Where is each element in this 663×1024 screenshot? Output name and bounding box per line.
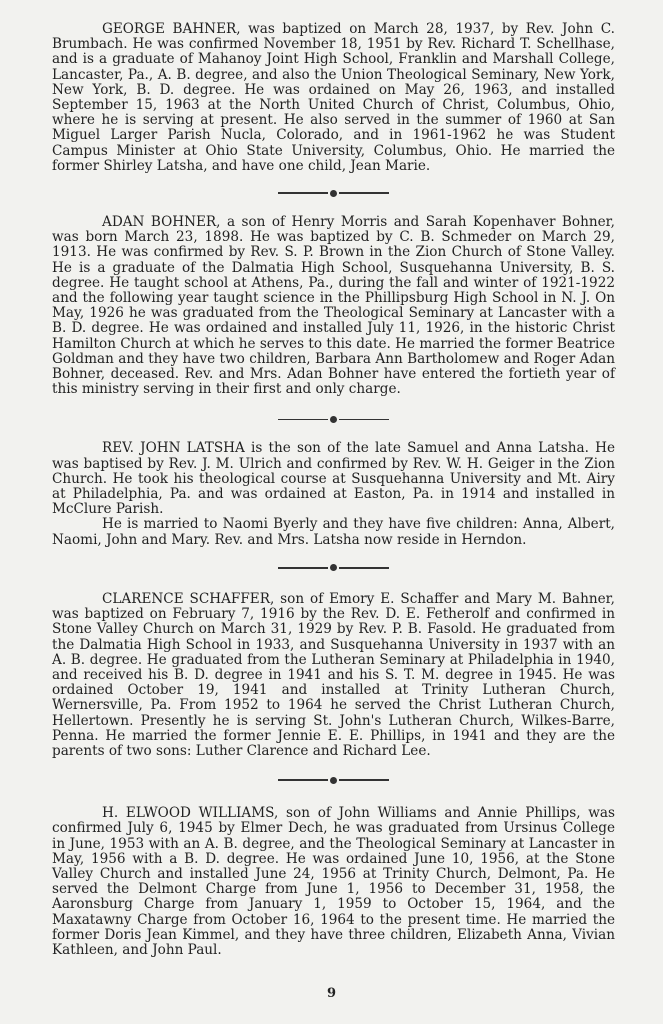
biography-h-elwood-williams <box>52 806 615 958</box>
section-divider <box>52 414 615 424</box>
paragraph: H. ELWOOD WILLIAMS, son of John Williams and Annie Phillips, was confirmed July 6, 1945 by Elmer Dech, he was graduated from Ursinus College in June, 1953 with an A. B. degree, and the Theological Seminary at Lancaster in May, 1956 with a B. D. degree. He was ordained June 10, 1956, at the Stone Valley Church and installed June 24, 1956 at Trinity Church, Delmont, Pa. He served the Delmont Charge from June 1, 1956 to December 31, 1958, the Aaronsburg Charge from January 1, 1959 to October 15, 1964, and the Maxatawny Charge from October 16, 1964 to the present time. He married the former Doris Jean Kimmel, and they have three children, Elizabeth Anna, Vivian Kathleen, and John Paul. <box>52 805 615 958</box>
biography-clarence-schaffer <box>52 592 615 759</box>
paragraph: REV. JOHN LATSHA is the son of the late Samuel and Anna Latsha. He was baptised by Rev. J. M. Ulrich and confirmed by Rev. W. H. Geiger in the Zion Church. He took his theological course at Susquehanna University and Mt. Airy at Philadelphia, Pa. and was ordained at Easton, Pa. in 1914 and installed in McClure Parish. <box>52 440 615 518</box>
biography-adan-bohner <box>52 215 615 397</box>
paragraph: GEORGE BAHNER, was baptized on March 28, 1937, by Rev. John C. Brumbach. He was confirmed November 18, 1951 by Rev. Richard T. Schellhase, and is a graduate of Mahanoy Joint High School, Franklin and Marshall College, Lancaster, Pa., A. B. degree, and also the Union Theological Seminary, New York, New York, B. D. degree. He was ordained on May 26, 1963, and installed September 15, 1963 at the North United Church of Christ, Columbus, Ohio, where he is serving at present. He also served in the summer of 1960 at San Miguel Larger Parish Nucla, Colorado, and in 1961-1962 he was Student Campus Minister at Ohio State University, Columbus, Ohio. He married the former Shirley Latsha, and have one child, Jean Marie. <box>52 21 615 174</box>
section-divider <box>52 188 615 198</box>
page-number: 9 <box>326 986 337 1001</box>
paragraph: CLARENCE SCHAFFER, son of Emory E. Schaffer and Mary M. Bahner, was baptized on February 7, 1916 by the Rev. D. E. Fetherolf and confirmed in Stone Valley Church on March 31, 1929 by Rev. P. B. Fasold. He graduated from the Dalmatia High School in 1933, and Susquehanna University in 1937 with an A. B. degree. He graduated from the Lutheran Seminary at Philadelphia in 1940, and received his B. D. degree in 1941 and his S. T. M. degree in 1945. He was ordained October 19, 1941 and installed at Trinity Lutheran Church, Wernersville, Pa. From 1952 to 1964 he served the Christ Lutheran Church, Hellertown. Presently he is serving St. John's Lutheran Church, Wilkes-Barre, Penna. He married the former Jennie E. E. Phillips, in 1941 and they are the parents of two sons: Luther Clarence and Richard Lee. <box>52 590 615 759</box>
section-divider <box>52 563 615 573</box>
paragraph: ADAN BOHNER, a son of Henry Morris and Sarah Kopenhaver Bohner, was born March 23, 1898. He was baptized by C. B. Schmeder on March 29, 1913. He was confirmed by Rev. S. P. Brown in the Zion Church of Stone Valley. He is a graduate of the Dalmatia High School, Susquehanna University, B. S. degree. He taught school at Athens, Pa., during the fall and winter of 1921-1922 and the following year taught science in the Phillipsburg High School in N. J. On May, 1926 he was graduated from the Theological Seminary at Lancaster with a B. D. degree. He was ordained and installed July 11, 1926, in the historic Christ Hamilton Church at which he serves to this date. He married the former Beatrice Goldman and they have two children, Barbara Ann Bartholomew and Roger Adan Bohner, deceased. Rev. and Mrs. Adan Bohner have entered the fortieth year of this ministry serving in their first and only charge. <box>52 214 615 398</box>
paragraph: He is married to Naomi Byerly and they have five children: Anna, Albert, Naomi, John and Mary. Rev. and Mrs. Latsha now reside in Herndon. <box>52 516 615 548</box>
biography-george-bahner <box>52 22 615 174</box>
section-divider <box>52 775 615 785</box>
biography-john-latsha <box>52 441 615 547</box>
